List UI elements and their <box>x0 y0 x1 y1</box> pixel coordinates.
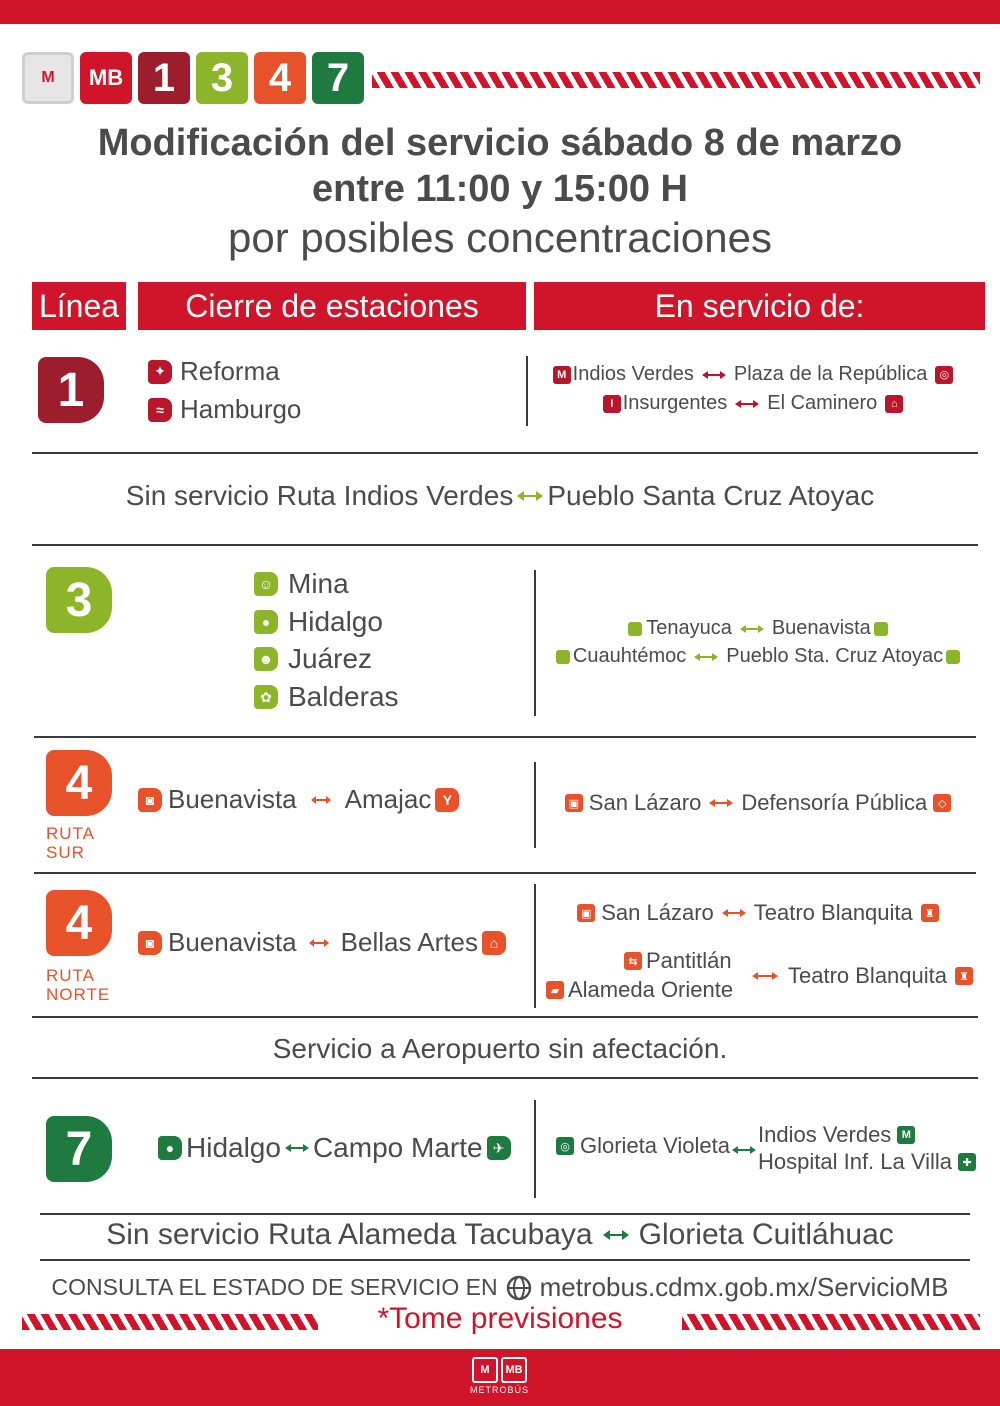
route-from: Alameda Oriente <box>568 977 734 1002</box>
ruta-label: RUTA <box>46 824 96 843</box>
header-linea: Línea <box>32 282 126 330</box>
route-to-label: Teatro Blanquita <box>788 963 947 988</box>
divider <box>32 452 978 454</box>
divider <box>32 1077 978 1079</box>
route-to: El Caminero <box>767 392 878 414</box>
consult-line <box>0 1272 1000 1303</box>
title-line-2: entre 11:00 y 15:00 H <box>311 168 688 210</box>
divider <box>40 1213 970 1215</box>
metrobus-logo: MB <box>501 1357 527 1383</box>
line-3-closed-station <box>254 643 372 675</box>
metrobus-logo: MB <box>80 52 132 104</box>
station-icon: ☻ <box>254 647 278 671</box>
station-icon: M <box>897 1126 915 1144</box>
notice-text: Sin servicio Ruta Alameda Tacubaya <box>106 1218 593 1251</box>
route-from: Tenayuca <box>646 617 732 639</box>
station-name: Balderas <box>288 681 399 712</box>
route-to: Amajac <box>344 784 432 814</box>
metro-logo: M <box>22 52 74 104</box>
consult-text: CONSULTA EL ESTADO DE SERVICIO EN <box>51 1274 498 1300</box>
globe-icon <box>506 1275 532 1301</box>
route-to-b <box>758 1149 976 1175</box>
route-from: Indios Verdes <box>572 363 694 385</box>
divider <box>534 570 536 716</box>
double-arrow-icon <box>517 490 543 502</box>
line-1-service-route <box>528 392 978 415</box>
station-name: Hamburgo <box>180 394 302 424</box>
line-1-closed-station <box>148 394 301 425</box>
station-icon: ✈ <box>487 1136 511 1160</box>
header-cierre: Cierre de estaciones <box>138 282 526 330</box>
station-icon: M <box>553 366 571 384</box>
line-1-logo: 1 <box>138 52 190 104</box>
route-from: Glorieta Violeta <box>580 1133 731 1158</box>
warning-text: *Tome previsiones <box>377 1302 623 1335</box>
line-4-notice: Servicio a Aeropuerto sin afectación. <box>272 1033 728 1064</box>
line-4-sur-closed-route <box>138 784 459 815</box>
line-1-closed-station <box>148 356 280 387</box>
station-icon: ● <box>158 1136 182 1160</box>
double-arrow-icon <box>722 908 746 918</box>
header-servicio: En servicio de: <box>534 282 985 330</box>
double-arrow-icon <box>732 1145 756 1155</box>
route-to: Hospital Inf. La Villa <box>758 1149 953 1174</box>
double-arrow-icon <box>311 795 331 805</box>
line-4-norte-service-route <box>536 900 980 926</box>
station-icon: ◙ <box>138 931 162 955</box>
route-to: Plaza de la República <box>733 363 928 385</box>
route-to: Buenavista <box>771 617 871 639</box>
line-7-service-route <box>556 1133 730 1159</box>
station-icon: ✿ <box>254 685 278 709</box>
station-icon: ≈ <box>148 398 172 422</box>
divider <box>34 736 976 738</box>
line-3-closed-station <box>254 681 399 713</box>
service-url-link[interactable]: metrobus.cdmx.gob.mx/ServicioMB <box>539 1272 949 1302</box>
line-4-norte-badge: 4 <box>46 890 112 956</box>
station-icon: ✚ <box>958 1153 976 1171</box>
line-3-closed-station <box>254 606 383 638</box>
route-from-b <box>546 977 733 1003</box>
line-4-logo: 4 <box>254 52 306 104</box>
ruta-label: NORTE <box>46 985 111 1004</box>
station-icon: ◇ <box>933 794 951 812</box>
ruta-label: SUR <box>46 843 85 862</box>
divider <box>32 544 978 546</box>
route-to-a <box>758 1122 915 1148</box>
title-line-1: Modificación del servicio sábado 8 de marzo <box>97 122 903 164</box>
station-icon: ▰ <box>546 981 564 999</box>
route-from: Insurgentes <box>622 392 728 414</box>
route-to <box>788 963 973 989</box>
station-icon: ✦ <box>148 360 172 384</box>
double-arrow-icon <box>309 938 329 948</box>
line-3-closed-station <box>254 568 349 600</box>
route-from: San Lázaro <box>588 790 702 815</box>
route-from: Cuauhtémoc <box>572 645 687 667</box>
route-to: Pueblo Sta. Cruz Atoyac <box>726 645 944 667</box>
station-icon <box>556 650 570 664</box>
line-1-notice <box>0 480 1000 512</box>
notice-text: Sin servicio Ruta Indios Verdes <box>125 480 514 511</box>
station-icon: ◎ <box>935 366 953 384</box>
ruta-sur-label <box>46 824 95 862</box>
title-line-3: por posibles concentraciones <box>228 214 772 261</box>
station-name: Mina <box>288 568 349 599</box>
station-icon: ⌂ <box>482 931 506 955</box>
route-to: Defensoría Pública <box>741 790 928 815</box>
station-icon: ▣ <box>565 794 583 812</box>
station-icon: ● <box>254 610 278 634</box>
divider <box>34 872 976 874</box>
line-7-badge: 7 <box>46 1116 112 1182</box>
route-from: Pantitlán <box>646 948 732 973</box>
double-arrow-icon <box>709 798 733 808</box>
station-icon: ☺ <box>254 572 278 596</box>
route-to: Campo Marte <box>312 1132 483 1163</box>
double-arrow-icon <box>603 1229 629 1241</box>
metro-logo: M <box>472 1357 498 1383</box>
line-4-sur-badge: 4 <box>46 750 112 816</box>
double-arrow-icon <box>285 1143 309 1153</box>
metrobus-footer-logo <box>470 1357 529 1395</box>
route-from: Buenavista <box>168 784 297 814</box>
line-3-service-route <box>536 617 980 640</box>
line-3-badge: 3 <box>46 567 112 633</box>
hatch-stripe-top <box>372 72 980 88</box>
divider <box>534 1100 536 1198</box>
divider <box>40 1259 970 1261</box>
station-icon: ⇆ <box>624 952 642 970</box>
route-to: Indios Verdes <box>758 1122 892 1147</box>
top-red-bar <box>0 0 1000 24</box>
route-from: San Lázaro <box>601 900 714 925</box>
station-icon: ◙ <box>138 788 162 812</box>
ruta-norte-label <box>46 966 110 1004</box>
station-icon: ⌂ <box>885 395 903 413</box>
route-from: Hidalgo <box>186 1132 281 1163</box>
route-to: Teatro Blanquita <box>753 900 913 925</box>
station-icon: ▣ <box>577 904 595 922</box>
station-name: Hidalgo <box>288 606 383 637</box>
line-4-norte-closed-route <box>138 927 506 958</box>
line-4-sur-service-route <box>536 790 980 816</box>
logo-row <box>22 52 364 104</box>
footer-logo-word: METROBÚS <box>470 1385 530 1395</box>
route-to: Bellas Artes <box>340 927 478 957</box>
double-arrow-icon <box>740 624 764 634</box>
station-icon: ♜ <box>955 967 973 985</box>
station-icon: Y <box>435 788 459 812</box>
station-icon <box>946 650 960 664</box>
double-arrow-icon <box>752 971 778 981</box>
line-7-logo: 7 <box>312 52 364 104</box>
route-from-a <box>624 948 732 974</box>
line-1-badge: 1 <box>38 357 104 423</box>
line-7-notice <box>0 1218 1000 1252</box>
line-3-service-route <box>536 645 980 668</box>
line-7-closed-route <box>158 1132 511 1164</box>
ruta-label: RUTA <box>46 966 96 985</box>
line-1-service-route <box>528 363 978 386</box>
divider <box>32 1016 978 1018</box>
station-name: Juárez <box>288 643 373 674</box>
station-icon <box>874 622 888 636</box>
double-arrow-icon <box>702 370 726 380</box>
station-icon: I <box>603 395 621 413</box>
station-icon <box>628 622 642 636</box>
double-arrow-icon <box>735 399 759 409</box>
route-from: Buenavista <box>168 927 297 957</box>
station-name: Reforma <box>180 356 280 386</box>
double-arrow-icon <box>694 652 718 662</box>
notice-text: Pueblo Santa Cruz Atoyac <box>547 480 875 511</box>
station-icon: ◎ <box>556 1137 574 1155</box>
station-icon: ♜ <box>921 904 939 922</box>
line-3-logo: 3 <box>196 52 248 104</box>
notice-text: Glorieta Cuitláhuac <box>638 1218 894 1251</box>
